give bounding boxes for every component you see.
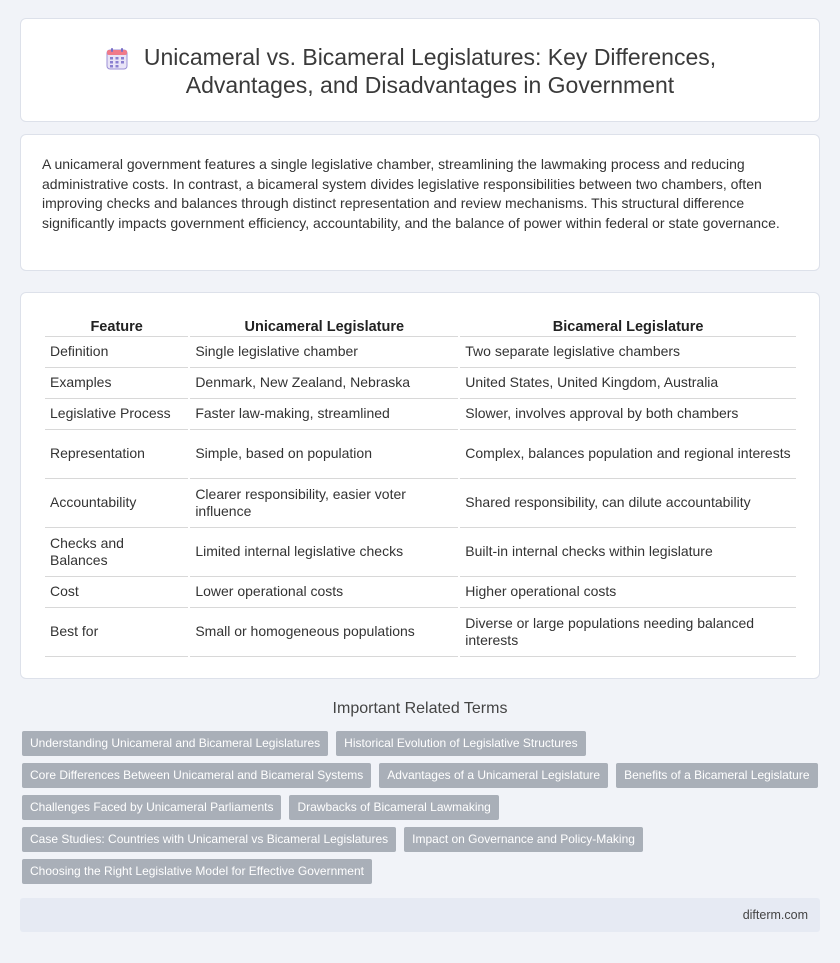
table-row — [45, 528, 796, 577]
table-row — [45, 399, 796, 430]
bicameral-cell: Higher operational costs — [460, 577, 796, 608]
unicameral-cell: Limited internal legislative checks — [190, 528, 458, 577]
footer — [20, 898, 820, 932]
unicameral-cell: Lower operational costs — [190, 577, 458, 608]
bicameral-cell: Shared responsibility, can dilute accountability — [460, 479, 796, 528]
table-row — [45, 430, 796, 479]
feature-cell: Legislative Process — [45, 399, 188, 430]
related-term-tag[interactable]: Historical Evolution of Legislative Structures — [336, 731, 585, 756]
unicameral-cell: Clearer responsibility, easier voter influence — [190, 479, 458, 528]
bicameral-cell: Diverse or large populations needing balanced interests — [460, 608, 796, 657]
tag-row — [22, 827, 822, 859]
feature-cell: Definition — [45, 337, 188, 368]
related-term-tag[interactable]: Core Differences Between Unicameral and Bicameral Systems — [22, 763, 371, 788]
feature-cell: Accountability — [45, 479, 188, 528]
site-link[interactable]: difterm.com — [742, 908, 808, 922]
feature-cell: Examples — [45, 368, 188, 399]
related-term-tag[interactable]: Choosing the Right Legislative Model for Effective Government — [22, 859, 372, 884]
page-title — [21, 43, 819, 99]
tag-row — [22, 859, 822, 891]
unicameral-cell: Small or homogeneous populations — [190, 608, 458, 657]
title-wrap — [21, 43, 819, 99]
unicameral-cell: Denmark, New Zealand, Nebraska — [190, 368, 458, 399]
related-terms-list — [22, 731, 822, 891]
table-header-row — [45, 315, 796, 337]
header-bicameral: Bicameral Legislature — [460, 315, 796, 337]
feature-cell: Cost — [45, 577, 188, 608]
title-line-2: Advantages, and Disadvantages in Government — [185, 72, 675, 98]
feature-cell: Best for — [45, 608, 188, 657]
related-term-tag[interactable]: Understanding Unicameral and Bicameral Legislatures — [22, 731, 328, 756]
bicameral-cell: Complex, balances population and regional interests — [460, 430, 796, 479]
tag-row — [22, 731, 822, 763]
title-line-1: Unicameral vs. Bicameral Legislatures: Key Differences, — [143, 44, 717, 70]
unicameral-cell: Faster law-making, streamlined — [190, 399, 458, 430]
bicameral-cell: Two separate legislative chambers — [460, 337, 796, 368]
table-row — [45, 368, 796, 399]
intro-card — [20, 134, 820, 271]
feature-cell: Checks and Balances — [45, 528, 188, 577]
bicameral-cell: Built-in internal checks within legislature — [460, 528, 796, 577]
intro-paragraph: A unicameral government features a single legislative chamber, streamlining the lawmaking process and reducing administrative costs. In contrast, a bicameral system divides legislative responsibilities between two chambers, often improving checks and balances through distinct representation and review mechanisms. This structural difference significantly impacts government efficiency, accountability, and the balance of power within federal or state governance. — [42, 156, 780, 231]
header-card — [20, 18, 820, 122]
related-term-tag[interactable]: Case Studies: Countries with Unicameral vs Bicameral Legislatures — [22, 827, 396, 852]
table-row — [45, 337, 796, 368]
related-term-tag[interactable]: Impact on Governance and Policy-Making — [404, 827, 643, 852]
related-terms-heading: Important Related Terms — [332, 700, 508, 717]
calendar-icon — [105, 47, 129, 71]
table-row — [45, 577, 796, 608]
bicameral-cell: Slower, involves approval by both chambers — [460, 399, 796, 430]
tag-row — [22, 795, 822, 827]
related-term-tag[interactable]: Benefits of a Bicameral Legislature — [616, 763, 817, 788]
header-feature: Feature — [45, 315, 188, 337]
unicameral-cell: Simple, based on population — [190, 430, 458, 479]
table-row — [45, 608, 796, 657]
bicameral-cell: United States, United Kingdom, Australia — [460, 368, 796, 399]
related-term-tag[interactable]: Challenges Faced by Unicameral Parliaments — [22, 795, 281, 820]
unicameral-cell: Single legislative chamber — [190, 337, 458, 368]
comparison-table-card — [20, 292, 820, 679]
header-unicameral: Unicameral Legislature — [190, 315, 458, 337]
table-row — [45, 479, 796, 528]
related-term-tag[interactable]: Drawbacks of Bicameral Lawmaking — [289, 795, 498, 820]
related-term-tag[interactable]: Advantages of a Unicameral Legislature — [379, 763, 608, 788]
feature-cell: Representation — [45, 430, 188, 479]
tag-row — [22, 763, 822, 795]
comparison-table — [43, 315, 798, 657]
